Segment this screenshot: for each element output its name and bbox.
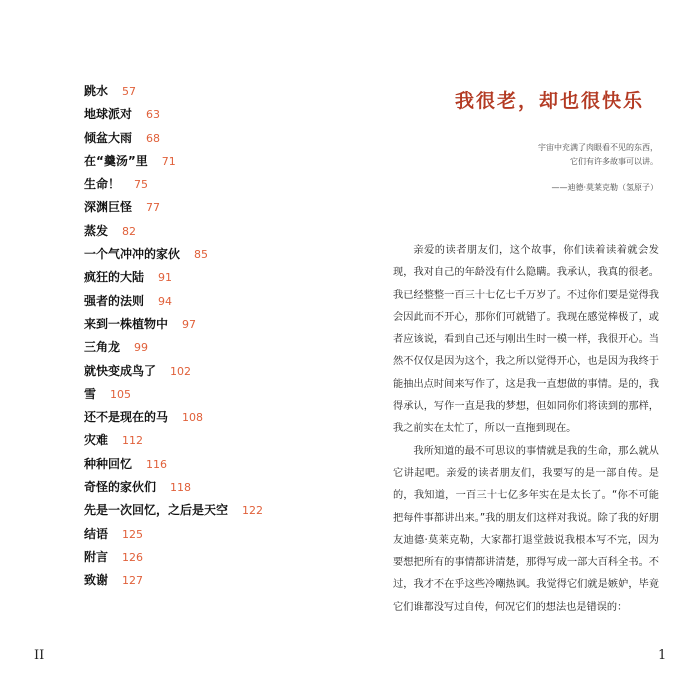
toc-entry[interactable] — [84, 499, 334, 522]
toc-entry[interactable] — [84, 173, 334, 196]
toc-entry-page: 77 — [146, 201, 161, 215]
toc-entry-title: 附言 — [84, 549, 109, 564]
toc-entry-title: 倾盆大雨 — [84, 130, 133, 145]
toc-entry-title: 来到一株植物中 — [84, 316, 169, 331]
right-page-number: 1 — [658, 648, 667, 663]
toc-entry-page: 125 — [122, 527, 144, 541]
toc-entry[interactable] — [84, 453, 334, 476]
toc-entry-page: 91 — [158, 271, 173, 285]
toc-entry-title: 深渊巨怪 — [84, 200, 133, 215]
toc-entry[interactable] — [84, 336, 334, 359]
epigraph-attribution: ——迪德·莫莱克勒（氢原子） — [551, 183, 658, 192]
table-of-contents — [84, 80, 334, 593]
toc-entry[interactable] — [84, 546, 334, 569]
chapter-title: 我很老，却也很快乐 — [455, 90, 645, 112]
toc-entry-page: 105 — [110, 387, 132, 401]
toc-entry-title: 生命！ — [84, 177, 121, 192]
toc-entry[interactable] — [84, 476, 334, 499]
toc-entry[interactable] — [84, 266, 334, 289]
epigraph-line: 它们有许多故事可以讲。 — [570, 157, 658, 166]
toc-entry-title: 雪 — [84, 386, 97, 401]
toc-entry-page: 102 — [170, 364, 192, 378]
toc-entry-page: 94 — [158, 294, 173, 308]
toc-entry-page: 97 — [182, 317, 197, 331]
toc-entry-title: 就快变成鸟了 — [84, 363, 157, 378]
toc-entry-page: 127 — [122, 574, 144, 588]
toc-entry-page: 75 — [134, 178, 149, 192]
toc-entry-page: 71 — [161, 154, 176, 168]
toc-entry-title: 灾难 — [84, 433, 109, 448]
toc-entry-page: 118 — [170, 481, 192, 495]
toc-entry-page: 116 — [146, 457, 168, 471]
epigraph-line: 宇宙中充满了肉眼看不见的东西， — [538, 143, 658, 152]
toc-entry-page: 126 — [122, 550, 144, 564]
toc-entry[interactable] — [84, 196, 334, 219]
toc-entry-title: 蒸发 — [84, 223, 109, 238]
toc-entry[interactable] — [84, 383, 334, 406]
toc-entry[interactable] — [84, 243, 334, 266]
toc-entry-title: 地球派对 — [84, 107, 133, 122]
toc-entry-title: 还不是现在的马 — [84, 410, 169, 425]
body-paragraph: 我所知道的最不可思议的事情就是我的生命，那么就从它讲起吧。亲爱的读者朋友们，我要写的是一部自传。是的，我知道，一百三十七亿多年实在是太长了。“你不可能把每件事都讲出来。”我的朋友们这样对我说。除了我的好朋友迪德·莫莱克勒，大家都打退堂鼓说我根本写不完，因为要想把所有的事情都讲清楚，那得写成一部大百科全书。不过，我才不在乎这些冷嘲热讽。我觉得它们就是嫉妒，毕竟它们谁都没写过自传，何况它们的想法也是错误的： — [393, 445, 659, 613]
left-page-number: II — [34, 648, 45, 663]
toc-entry-title: 奇怪的家伙们 — [84, 480, 157, 495]
toc-entry-page: 63 — [146, 108, 161, 122]
toc-entry[interactable] — [84, 523, 334, 546]
body-paragraph: 亲爱的读者朋友们，这个故事，你们读着读着就会发现，我对自己的年龄没有什么隐瞒。我承认，我真的很老。我已经整整一百三十七亿七千万岁了。不过你们要是觉得我会因此而不开心，那你们可就错了。我现在感觉棒极了，或者应该说，看到自己还与刚出生时一模一样，我很开心。当然不仅仅是因为这个，我之所以觉得开心，也是因为我终于能抽出点时间来写作了，这是我一直想做的事情。是的，我得承认，写作一直是我的梦想，但如同你们将读到的那样，我之前实在太忙了，所以一直拖到现在。 — [393, 245, 659, 435]
toc-entry[interactable] — [84, 80, 334, 103]
toc-entry-title: 种种回忆 — [84, 456, 133, 471]
chapter-body — [393, 240, 659, 619]
toc-entry-page: 85 — [194, 248, 209, 262]
toc-entry-page: 99 — [134, 341, 149, 355]
toc-entry[interactable] — [84, 150, 334, 173]
toc-entry-title: 三角龙 — [84, 340, 121, 355]
toc-entry-page: 112 — [122, 434, 144, 448]
toc-entry-page: 108 — [182, 411, 204, 425]
toc-entry-page: 122 — [242, 504, 264, 518]
toc-entry-title: 跳水 — [84, 84, 109, 98]
toc-entry[interactable] — [84, 127, 334, 150]
toc-entry[interactable] — [84, 103, 334, 126]
toc-entry[interactable] — [84, 360, 334, 383]
toc-entry-title: 一个气冲冲的家伙 — [84, 247, 181, 262]
toc-entry-title: 疯狂的大陆 — [84, 270, 145, 285]
toc-entry[interactable] — [84, 290, 334, 313]
toc-entry-title: 在“羹汤”里 — [84, 153, 148, 168]
toc-entry[interactable] — [84, 220, 334, 243]
toc-entry[interactable] — [84, 429, 334, 452]
epigraph — [438, 141, 658, 195]
toc-entry-title: 强者的法则 — [84, 293, 145, 308]
toc-entry-page: 82 — [122, 224, 137, 238]
toc-entry[interactable] — [84, 569, 334, 592]
toc-entry[interactable] — [84, 313, 334, 336]
toc-entry-title: 先是一次回忆，之后是天空 — [84, 503, 229, 518]
toc-entry-title: 致谢 — [84, 573, 109, 588]
toc-entry-page: 57 — [122, 85, 137, 98]
toc-entry-title: 结语 — [84, 526, 109, 541]
toc-entry[interactable] — [84, 406, 334, 429]
toc-entry-page: 68 — [146, 131, 161, 145]
